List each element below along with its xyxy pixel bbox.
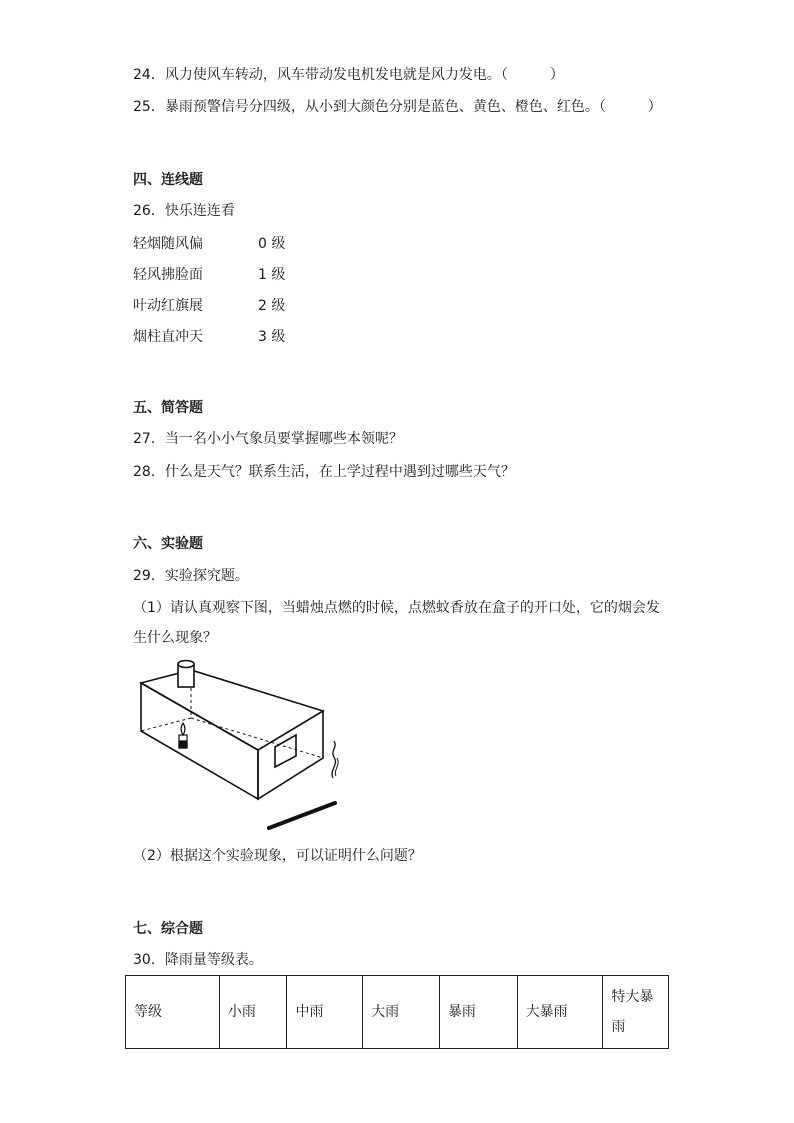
table-cell: 等级 xyxy=(126,976,220,1049)
table-cell: 大雨 xyxy=(363,976,440,1049)
experiment-box-figure xyxy=(133,655,363,835)
question-28: 28．什么是天气？联系生活，在上学过程中遇到过哪些天气？ xyxy=(133,464,515,480)
match-right-item: 0 级 xyxy=(258,236,286,252)
table-cell: 小雨 xyxy=(219,976,287,1049)
question-29-sub-2: （2）根据这个实验现象，可以证明什么问题？ xyxy=(133,848,422,864)
section-7-heading: 七、综合题 xyxy=(133,921,203,937)
table-cell: 暴雨 xyxy=(439,976,517,1049)
section-6-heading: 六、实验题 xyxy=(133,536,203,552)
match-right-item: 2 级 xyxy=(258,298,286,314)
section-4-heading: 四、连线题 xyxy=(133,172,203,188)
candle-icon xyxy=(179,723,187,748)
question-30: 30．降雨量等级表。 xyxy=(133,952,263,968)
question-25: 25．暴雨预警信号分四级，从小到大颜色分别是蓝色、黄色、橙色、红色。（ ） xyxy=(133,99,662,115)
table-cell: 中雨 xyxy=(287,976,363,1049)
smoke-icon xyxy=(332,741,335,778)
match-left-item: 轻烟随风偏 xyxy=(133,236,203,252)
rainfall-level-table xyxy=(125,975,669,1049)
match-left-item: 轻风拂脸面 xyxy=(133,267,203,283)
question-24: 24．风力使风车转动，风车带动发电机发电就是风力发电。（ ） xyxy=(133,67,564,83)
match-left-item: 烟柱直冲天 xyxy=(133,329,203,345)
question-27: 27．当一名小小气象员要掌握哪些本领呢？ xyxy=(133,431,403,447)
question-29-sub-1: （1）请认真观察下图，当蜡烛点燃的时候，点燃蚊香放在盒子的开口处，它的烟会发 xyxy=(133,600,660,616)
match-left-item: 叶动红旗展 xyxy=(133,298,203,314)
incense-stick xyxy=(269,803,335,828)
chimney-tube xyxy=(178,661,194,688)
section-5-heading: 五、简答题 xyxy=(133,400,203,416)
question-29: 29．实验探究题。 xyxy=(133,568,249,584)
table-row xyxy=(126,976,669,1049)
table-cell: 大暴雨 xyxy=(517,976,603,1049)
question-26: 26．快乐连连看 xyxy=(133,203,235,219)
match-right-item: 1 级 xyxy=(258,267,286,283)
match-right-item: 3 级 xyxy=(258,329,286,345)
question-29-sub-1-cont: 生什么现象？ xyxy=(133,630,217,646)
table-cell: 特大暴雨 xyxy=(603,976,669,1049)
